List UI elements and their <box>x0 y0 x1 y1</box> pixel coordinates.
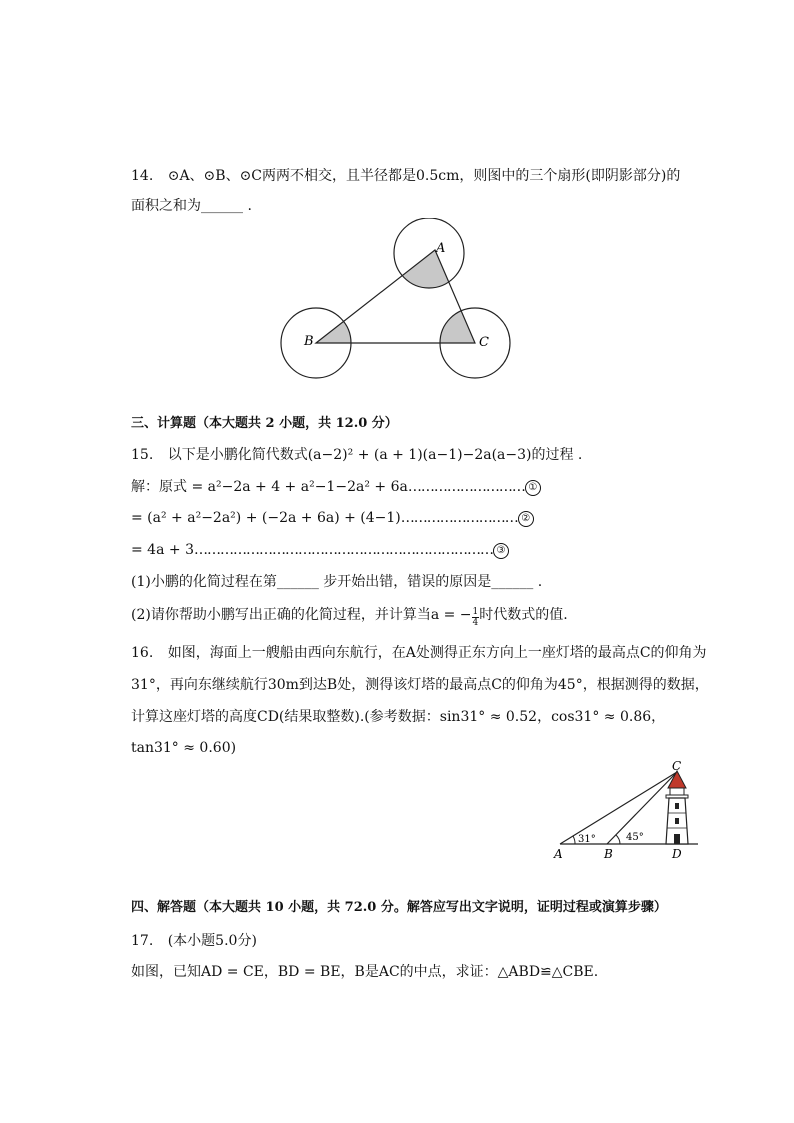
tower-door <box>674 834 680 844</box>
q15-step3 <box>131 540 509 560</box>
angle-b-label: 45° <box>626 832 644 843</box>
q15-step3-mark: ③ <box>493 543 509 559</box>
q14-line2: 面积之和为______ . <box>131 198 252 214</box>
q16-line1-row <box>131 643 707 663</box>
q15-step2-mark: ② <box>518 511 534 527</box>
label-b: B <box>304 334 314 349</box>
angle-arc-b <box>616 835 620 844</box>
lighthouse-lamp <box>670 788 684 795</box>
q15-step2-dots: ……………………… <box>400 510 518 526</box>
q16-number: 16. <box>131 645 154 661</box>
q17-header <box>131 931 257 951</box>
q16-line4: tan31° ≈ 0.60) <box>131 740 237 756</box>
q14-figure <box>280 218 520 383</box>
q15-stem-line <box>131 445 582 465</box>
q16-line2: 31°，再向东继续航行30m到达B处，测得该灯塔的最高点C的仰角为45°，根据测得的数据， <box>131 677 709 693</box>
tower-window <box>675 803 679 809</box>
q16-line3: 计算这座灯塔的高度CD(结果取整数).(参考数据：sin31° ≈ 0.52，cos31° ≈ 0.86， <box>131 709 666 725</box>
q17-number: 17. <box>131 933 154 949</box>
q15-stem: 以下是小鹏化简代数式(a−2)² + (a + 1)(a−1)−2a(a−3)的过程 . <box>167 447 583 463</box>
label-c: C <box>479 335 489 350</box>
label-d: D <box>672 847 682 861</box>
fraction-denominator: 4 <box>472 618 479 628</box>
q15-part2-a: (2)请你帮助小鹏写出正确的化简过程，并计算当a = − <box>131 607 472 623</box>
q15-part1: (1)小鹏的化简过程在第______ 步开始出错，错误的原因是______ . <box>131 574 543 590</box>
label-b: B <box>604 847 613 861</box>
q15-step2 <box>131 508 534 528</box>
q15-step3-text: = 4a + 3 <box>131 542 194 558</box>
q15-step1 <box>131 477 541 497</box>
q17-stem: 如图，已知AD = CE，BD = BE，B是AC的中点，求证：△ABD≌△CBE. <box>131 964 599 980</box>
tower-window <box>675 818 679 824</box>
q15-step2-text: = (a² + a²−2a²) + (−2a + 6a) + (4−1) <box>131 510 401 526</box>
q15-step1-dots: ……………………… <box>407 479 525 495</box>
label-a: A <box>436 241 446 256</box>
q15-step1-mark: ① <box>525 480 541 496</box>
q15-step1-text: 解：原式 = a²−2a + 4 + a²−1−2a² + 6a <box>131 479 408 495</box>
section3-heading: 三、计算题（本大题共 2 小题，共 12.0 分） <box>131 416 398 431</box>
lighthouse <box>666 771 688 844</box>
q14-line1 <box>131 166 680 186</box>
q14-text-1: ⊙A、⊙B、⊙C两两不相交，且半径都是0.5cm，则图中的三个扇形(即阴影部分)的 <box>167 168 681 184</box>
angle-a-label: 31° <box>578 834 596 845</box>
section4-heading: 四、解答题（本大题共 10 小题，共 72.0 分。解答应写出文字说明，证明过程或演算步骤） <box>131 900 667 915</box>
label-c: C <box>672 759 682 773</box>
q15-part2-b: 时代数式的值. <box>479 607 568 623</box>
q16-figure <box>548 758 708 866</box>
q15-number: 15. <box>131 447 154 463</box>
q14-number: 14. <box>131 168 154 184</box>
q15-step3-dots: …………………………………………………………… <box>193 542 493 558</box>
q15-part2 <box>131 605 568 628</box>
label-a: A <box>554 847 563 861</box>
q16-line1: 如图，海面上一艘船由西向东航行，在A处测得正东方向上一座灯塔的最高点C的仰角为 <box>167 645 707 661</box>
lighthouse-roof <box>668 771 686 788</box>
fraction-numerator: 1 <box>472 607 479 617</box>
q17-points: (本小题5.0分) <box>167 933 257 949</box>
angle-arc-a <box>573 836 575 844</box>
